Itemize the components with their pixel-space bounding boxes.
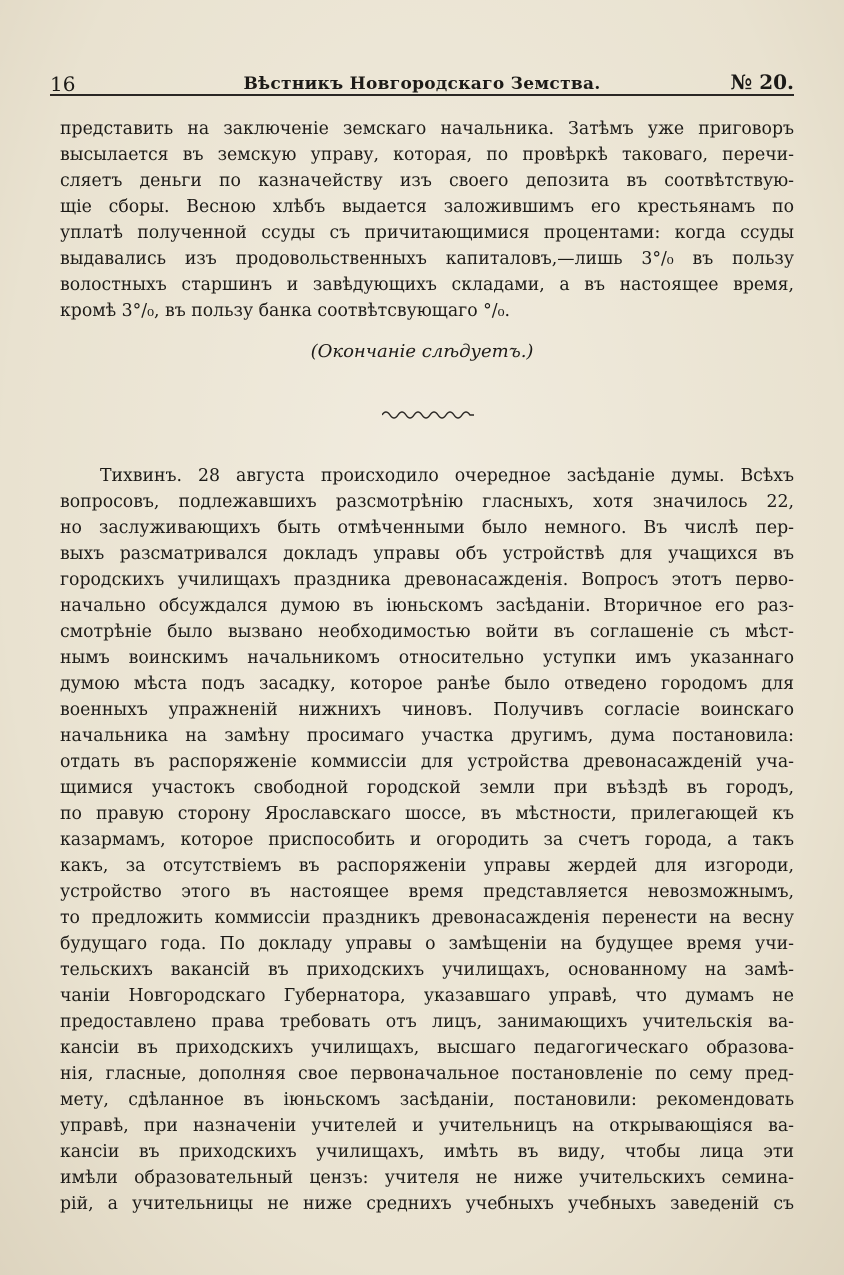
issue-number: № 20. — [730, 70, 794, 94]
text-line: кансіи въ приходскихъ училищахъ, имѣть въ виду, чтобы лица эти — [60, 1142, 794, 1162]
text-line: представить на заключеніе земскаго начальника. Затѣмъ уже приговоръ — [60, 119, 794, 139]
text-line: Тихвинъ. 28 августа происходило очередное засѣданіе думы. Всѣхъ — [100, 466, 794, 486]
text-line: сляетъ деньги по казначейству изъ своего депозита въ соотвѣтствую- — [60, 171, 794, 191]
text-line: какъ, за отсутствіемъ въ распоряженіи управы жердей для изгороди, — [60, 856, 794, 876]
text-line: волостныхъ старшинъ и завѣдующихъ складами, а въ настоящее время, — [60, 275, 794, 295]
text-line: нія, гласные, дополняя свое первоначальное постановленіе по сему пред- — [60, 1064, 794, 1084]
text-line: щіе сборы. Весною хлѣбъ выдается заложившимъ его крестьянамъ по — [60, 197, 794, 217]
text-line: кромѣ 3°/₀, въ пользу банка соотвѣтсвующаго °/₀. — [60, 301, 511, 321]
page-number: 16 — [50, 72, 76, 96]
text-line: имѣли образовательный цензъ: учителя не ниже учительскихъ семина- — [60, 1168, 794, 1188]
text-line: выдавались изъ продовольственныхъ капиталовъ,—лишь 3°/₀ въ пользу — [60, 249, 794, 269]
journal-title: Вѣстникъ Новгородскаго Земства. — [243, 74, 601, 94]
wavy-divider-ornament — [382, 408, 474, 422]
text-line: тельскихъ вакансій въ приходскихъ училищахъ, основанному на замѣ- — [60, 960, 794, 980]
text-line: вопросовъ, подлежавшихъ разсмотрѣнію гласныхъ, хотя значилось 22, — [60, 492, 794, 512]
text-line: но заслуживающихъ быть отмѣченными было немного. Въ числѣ пер- — [60, 518, 794, 538]
text-line: по правую сторону Ярославскаго шоссе, въ мѣстности, прилегающей къ — [60, 804, 794, 824]
text-line: управѣ, при назначеніи учителей и учительницъ на открывающіяся ва- — [60, 1116, 794, 1136]
text-line: городскихъ училищахъ праздника древонасажденія. Вопросъ этотъ перво- — [60, 570, 794, 590]
continuation-note: (Окончаніе слѣдуетъ.) — [310, 341, 534, 362]
text-line: кансіи въ приходскихъ училищахъ, высшаго педагогическаго образова- — [60, 1038, 794, 1058]
text-line: начально обсуждался думою въ іюньскомъ засѣданіи. Вторичное его раз- — [60, 596, 794, 616]
text-line: устройство этого въ настоящее время представляется невозможнымъ, — [60, 882, 794, 902]
text-line: чаніи Новгородскаго Губернатора, указавшаго управѣ, что думамъ не — [60, 986, 794, 1006]
page-header — [50, 64, 794, 96]
text-line: выхъ разсматривался докладъ управы объ устройствѣ для учащихся въ — [60, 544, 794, 564]
text-line: уплатѣ полученной ссуды съ причитающимися процентами: когда ссуды — [60, 223, 794, 243]
text-line: военныхъ упражненій нижнихъ чиновъ. Получивъ согласіе воинскаго — [60, 700, 794, 720]
text-line: предоставлено права требовать отъ лицъ, занимающихъ учительскія ва- — [60, 1012, 794, 1032]
text-line: будущаго года. По докладу управы о замѣщеніи на будущее время учи- — [60, 934, 794, 954]
text-line: нымъ воинскимъ начальникомъ относительно уступки имъ указаннаго — [60, 648, 794, 668]
text-line: начальника на замѣну просимаго участка другимъ, дума постановила: — [60, 726, 794, 746]
text-line: мету, сдѣланное въ іюньскомъ засѣданіи, постановили: рекомендовать — [60, 1090, 794, 1110]
text-line: то предложить коммиссіи праздникъ древонасажденія перенести на весну — [60, 908, 794, 928]
text-line: казармамъ, которое приспособить и огородить за счетъ города, а такъ — [60, 830, 794, 850]
text-line: щимися участокъ свободной городской земли при въѣздѣ въ городъ, — [60, 778, 794, 798]
text-line: смотрѣніе было вызвано необходимостью войти въ соглашеніе съ мѣст- — [60, 622, 794, 642]
text-line: отдать въ распоряженіе коммиссіи для устройства древонасажденій уча- — [60, 752, 794, 772]
text-line: высылается въ земскую управу, которая, по провѣркѣ таковаго, перечи- — [60, 145, 794, 165]
text-line: рій, а учительницы не ниже среднихъ учебныхъ учебныхъ заведеній съ — [60, 1194, 794, 1214]
text-line: думою мѣста подъ засадку, которое ранѣе было отведено городомъ для — [60, 674, 794, 694]
